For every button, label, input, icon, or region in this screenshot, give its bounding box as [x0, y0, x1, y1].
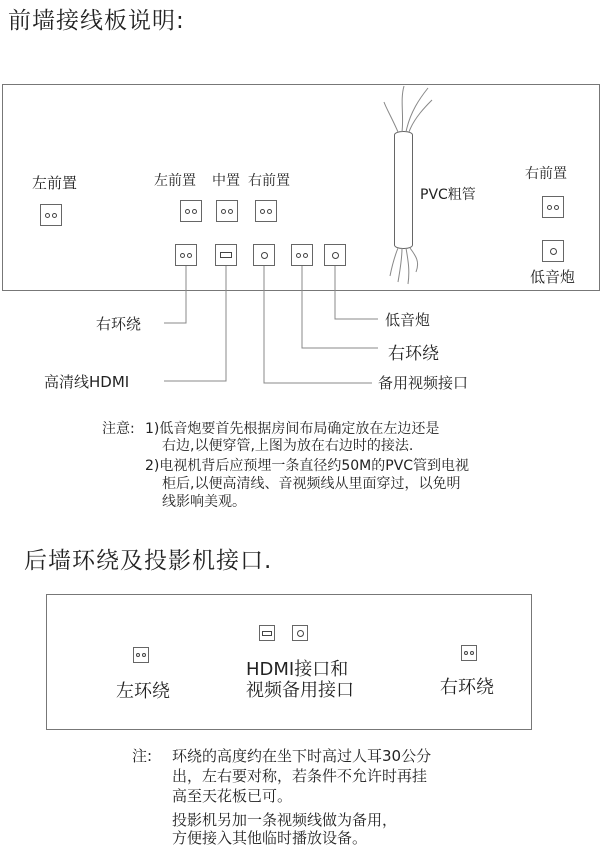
rear-note-prefix: 注: — [132, 747, 153, 765]
front-note-item2-line1: 2)电视机背后应预埋一条直径约50M的PVC管到电视 — [145, 458, 470, 474]
rear-note-line1: 环绕的高度约在坐下时高过人耳30公分 — [172, 747, 432, 765]
label-left-front-standalone: 左前置 — [32, 174, 78, 192]
rear-note-line4: 投影机另加一条视频线做为备用， — [172, 811, 398, 829]
rear-note-line5: 方便接入其他临时播放设备。 — [172, 829, 368, 847]
front-wall-title: 前墙接线板说明: — [8, 8, 185, 34]
rear-video-socket — [292, 625, 308, 641]
callout-hdmi: 高清线HDMI — [44, 373, 130, 391]
label-hdmi-line2: 视频备用接口 — [246, 680, 354, 701]
callout-subwoofer: 低音炮 — [385, 311, 431, 329]
front-note-item2-line2: 柜后,以便高清线、音视频线从里面穿过，以免明 — [162, 476, 461, 492]
rear-note-line2: 出，左右要对称，若条件不允许时再挂 — [172, 767, 428, 785]
label-left-front: 左前置 — [154, 173, 196, 189]
rear-hdmi-socket — [259, 625, 275, 641]
label-right-front-far: 右前置 — [525, 166, 567, 182]
right-surround-socket-rear — [461, 645, 477, 661]
label-pvc-pipe: PVC粗管 — [420, 187, 476, 203]
front-note-item2-line3: 线影响美观。 — [162, 494, 246, 510]
rear-note-line3: 高至天花板已可。 — [172, 787, 293, 805]
front-note-prefix: 注意: — [102, 421, 135, 437]
label-right-surround: 右环绕 — [440, 677, 494, 698]
label-subwoofer-socket: 低音炮 — [530, 268, 576, 286]
rear-wall-title: 后墙环绕及投影机接口. — [24, 548, 273, 574]
label-hdmi-line1: HDMI接口和 — [246, 659, 349, 680]
label-center: 中置 — [212, 173, 240, 189]
callout-right-surround-right: 右环绕 — [388, 344, 439, 364]
callout-spare-video: 备用视频接口 — [378, 374, 469, 392]
front-note-item1-line1: 1)低音炮要首先根据房间布局确定放在左边还是 — [145, 421, 440, 437]
label-left-surround: 左环绕 — [116, 681, 170, 702]
front-note-item1-line2: 右边,以便穿管,上图为放在右边时的接法. — [162, 438, 414, 454]
left-surround-socket — [133, 647, 149, 663]
label-right-front: 右前置 — [248, 173, 290, 189]
callout-right-surround-left: 右环绕 — [96, 315, 142, 333]
